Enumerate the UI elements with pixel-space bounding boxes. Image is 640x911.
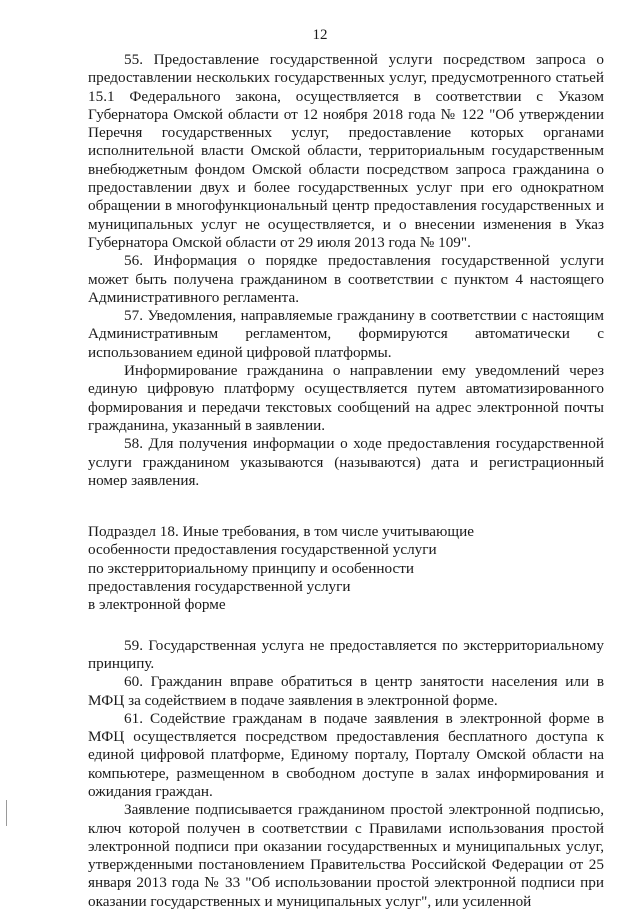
subsection-18-heading	[88, 523, 604, 614]
paragraph-61: 61. Содействие гражданам в подаче заявления в электронной форме в МФЦ осуществляется посредством предоставления бесплатного доступа к единой цифровой платформе, Единому порталу, Порталу Омской области на компьютере, размещенном в свободном доступе в залах информирования и ожидания граждан.	[88, 709, 604, 800]
heading-line: Подраздел 18. Иные требования, в том числе учитывающие	[88, 523, 474, 541]
paragraph-60: 60. Гражданин вправе обратиться в центр занятости населения или в МФЦ за содействием в подаче заявления в электронной форме.	[88, 673, 604, 709]
paragraph-55: 55. Предоставление государственной услуги посредством запроса о предоставлении нескольких государственных услуг, предусмотренного статьей 15.1 Федерального закона, осуществляется в соответствии с Указом Губернатора Омской области от 12 ноября 2018 года № 122 "Об утверждении Перечня государственных услуг, предоставление которых органами исполнительной власти Омской области, территориальным государственным внебюджетным фондом Омской области посредством запроса гражданина о предоставлении двух и более государственных услуг при его однократном обращении в многофункциональный центр предоставления государственных и муниципальных услуг не осуществляется, и о внесении изменения в Указ Губернатора Омской области от 29 июля 2013 года № 109".	[88, 51, 604, 251]
paragraph-61-signature: Заявление подписывается гражданином простой электронной подписью, ключ которой получен в соответствии с Правилами использования простой электронной подписи при оказании государственных и муниципальных услуг, утвержденными постановлением Правительства Российской Федерации от 25 января 2013 года № 33 "Об использовании простой электронной подписи при оказании государственных и муниципальных услуг", или усиленной	[88, 801, 604, 910]
paragraph-57: 57. Уведомления, направляемые гражданину в соответствии с настоящим Административным регламентом, формируются автоматически с использованием единой цифровой платформы.	[88, 307, 604, 361]
heading-line: предоставления государственной услуги	[88, 578, 351, 596]
document-body	[88, 51, 604, 911]
paragraph-59: 59. Государственная услуга не предоставляется по экстерриториальному принципу.	[88, 636, 604, 672]
page-number: 12	[312, 27, 328, 43]
heading-line: по экстерриториальному принципу и особенности	[88, 559, 415, 577]
scan-margin-mark	[6, 800, 7, 826]
heading-line: особенности предоставления государственной услуги	[88, 541, 437, 559]
heading-line: в электронной форме	[88, 596, 226, 614]
paragraph-58: 58. Для получения информации о ходе предоставления государственной услуги гражданином указываются (называются) дата и регистрационный номер заявления.	[88, 435, 604, 489]
paragraph-57-informing: Информирование гражданина о направлении ему уведомлений через единую цифровую платформу осуществляется путем автоматизированного формирования и передачи текстовых сообщений на адрес электронной почты гражданина, указанный в заявлении.	[88, 362, 604, 434]
paragraph-56: 56. Информация о порядке предоставления государственной услуги может быть получена гражданином в соответствии с пунктом 4 настоящего Административного регламента.	[88, 252, 604, 306]
